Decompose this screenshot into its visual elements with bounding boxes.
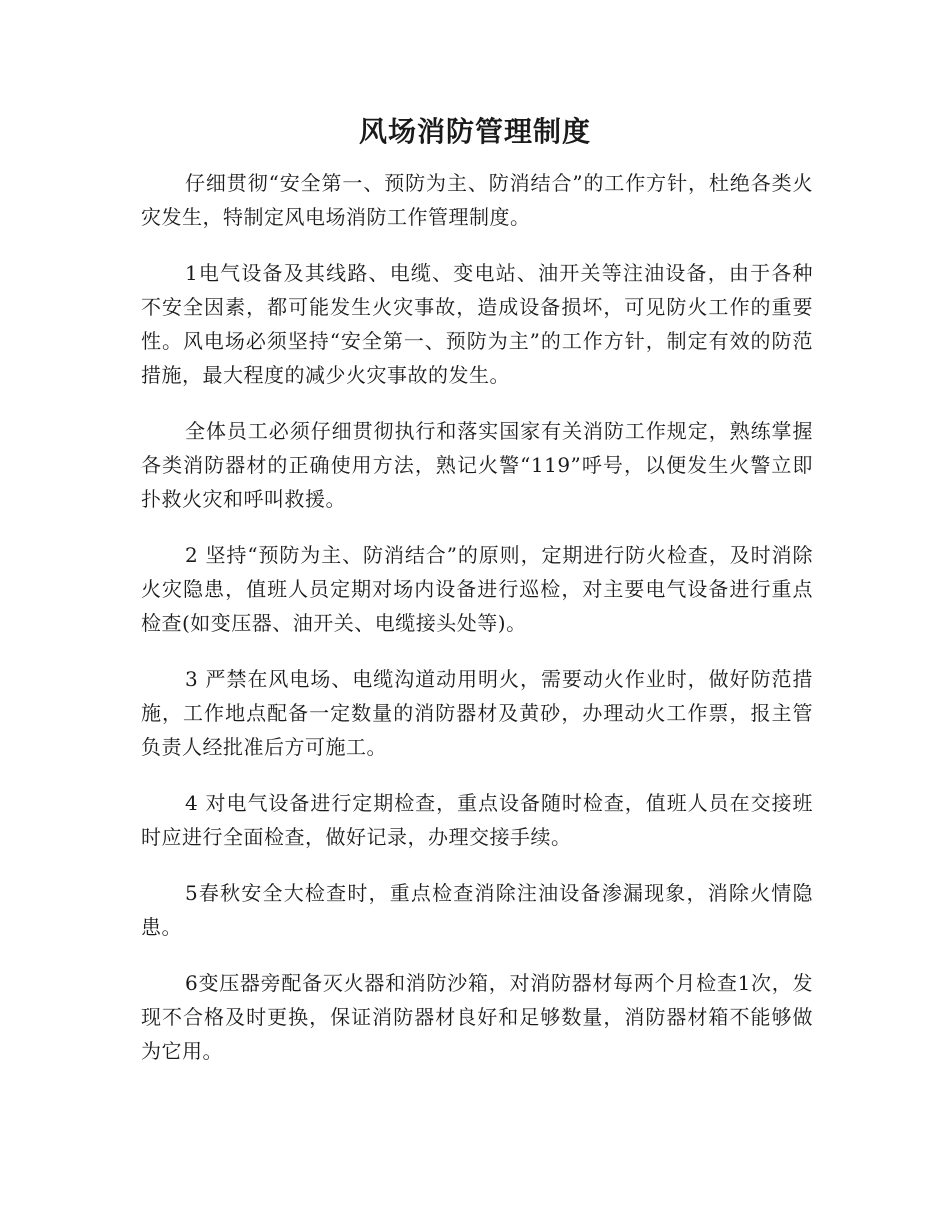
paragraph-4: 4 对电气设备进行定期检查，重点设备随时检查，值班人员在交接班时应进行全面检查，做好记录，办理交接手续。 <box>141 791 813 849</box>
paragraph-3: 3 严禁在风电场、电缆沟道动用明火，需要动火作业时，做好防范措施，工作地点配备一定数量的消防器材及黄砂，办理动火工作票，报主管负责人经批准后方可施工。 <box>141 667 813 759</box>
paragraph-staff: 全体员工必须仔细贯彻执行和落实国家有关消防工作规定，熟练掌握各类消防器材的正确使用方法，熟记火警“119”呼号，以便发生火警立即扑救火灾和呼叫救援。 <box>141 419 813 511</box>
paragraph-intro: 仔细贯彻“安全第一、预防为主、防消结合”的工作方针，杜绝各类火灾发生，特制定风电场消防工作管理制度。 <box>141 171 813 229</box>
document-title: 风场消防管理制度 <box>358 115 591 148</box>
paragraph-5: 5春秋安全大检查时，重点检查消除注油设备渗漏现象，消除火情隐患。 <box>141 881 813 939</box>
paragraph-2: 2 坚持“预防为主、防消结合”的原则，定期进行防火检查，及时消除火灾隐患，值班人员定期对场内设备进行巡检，对主要电气设备进行重点检查(如变压器、油开关、电缆接头处等)。 <box>141 543 813 635</box>
paragraph-1: 1电气设备及其线路、电缆、变电站、油开关等注油设备，由于各种不安全因素，都可能发生火灾事故，造成设备损坏，可见防火工作的重要性。风电场必须坚持“安全第一、预防为主”的工作方针，制定有效的防范措施，最大程度的减少火灾事故的发生。 <box>141 261 813 387</box>
paragraph-6: 6变压器旁配备灭火器和消防沙箱，对消防器材每两个月检查1次，发现不合格及时更换，保证消防器材良好和足够数量，消防器材箱不能够做为它用。 <box>141 971 813 1063</box>
document-body <box>141 166 813 1090</box>
